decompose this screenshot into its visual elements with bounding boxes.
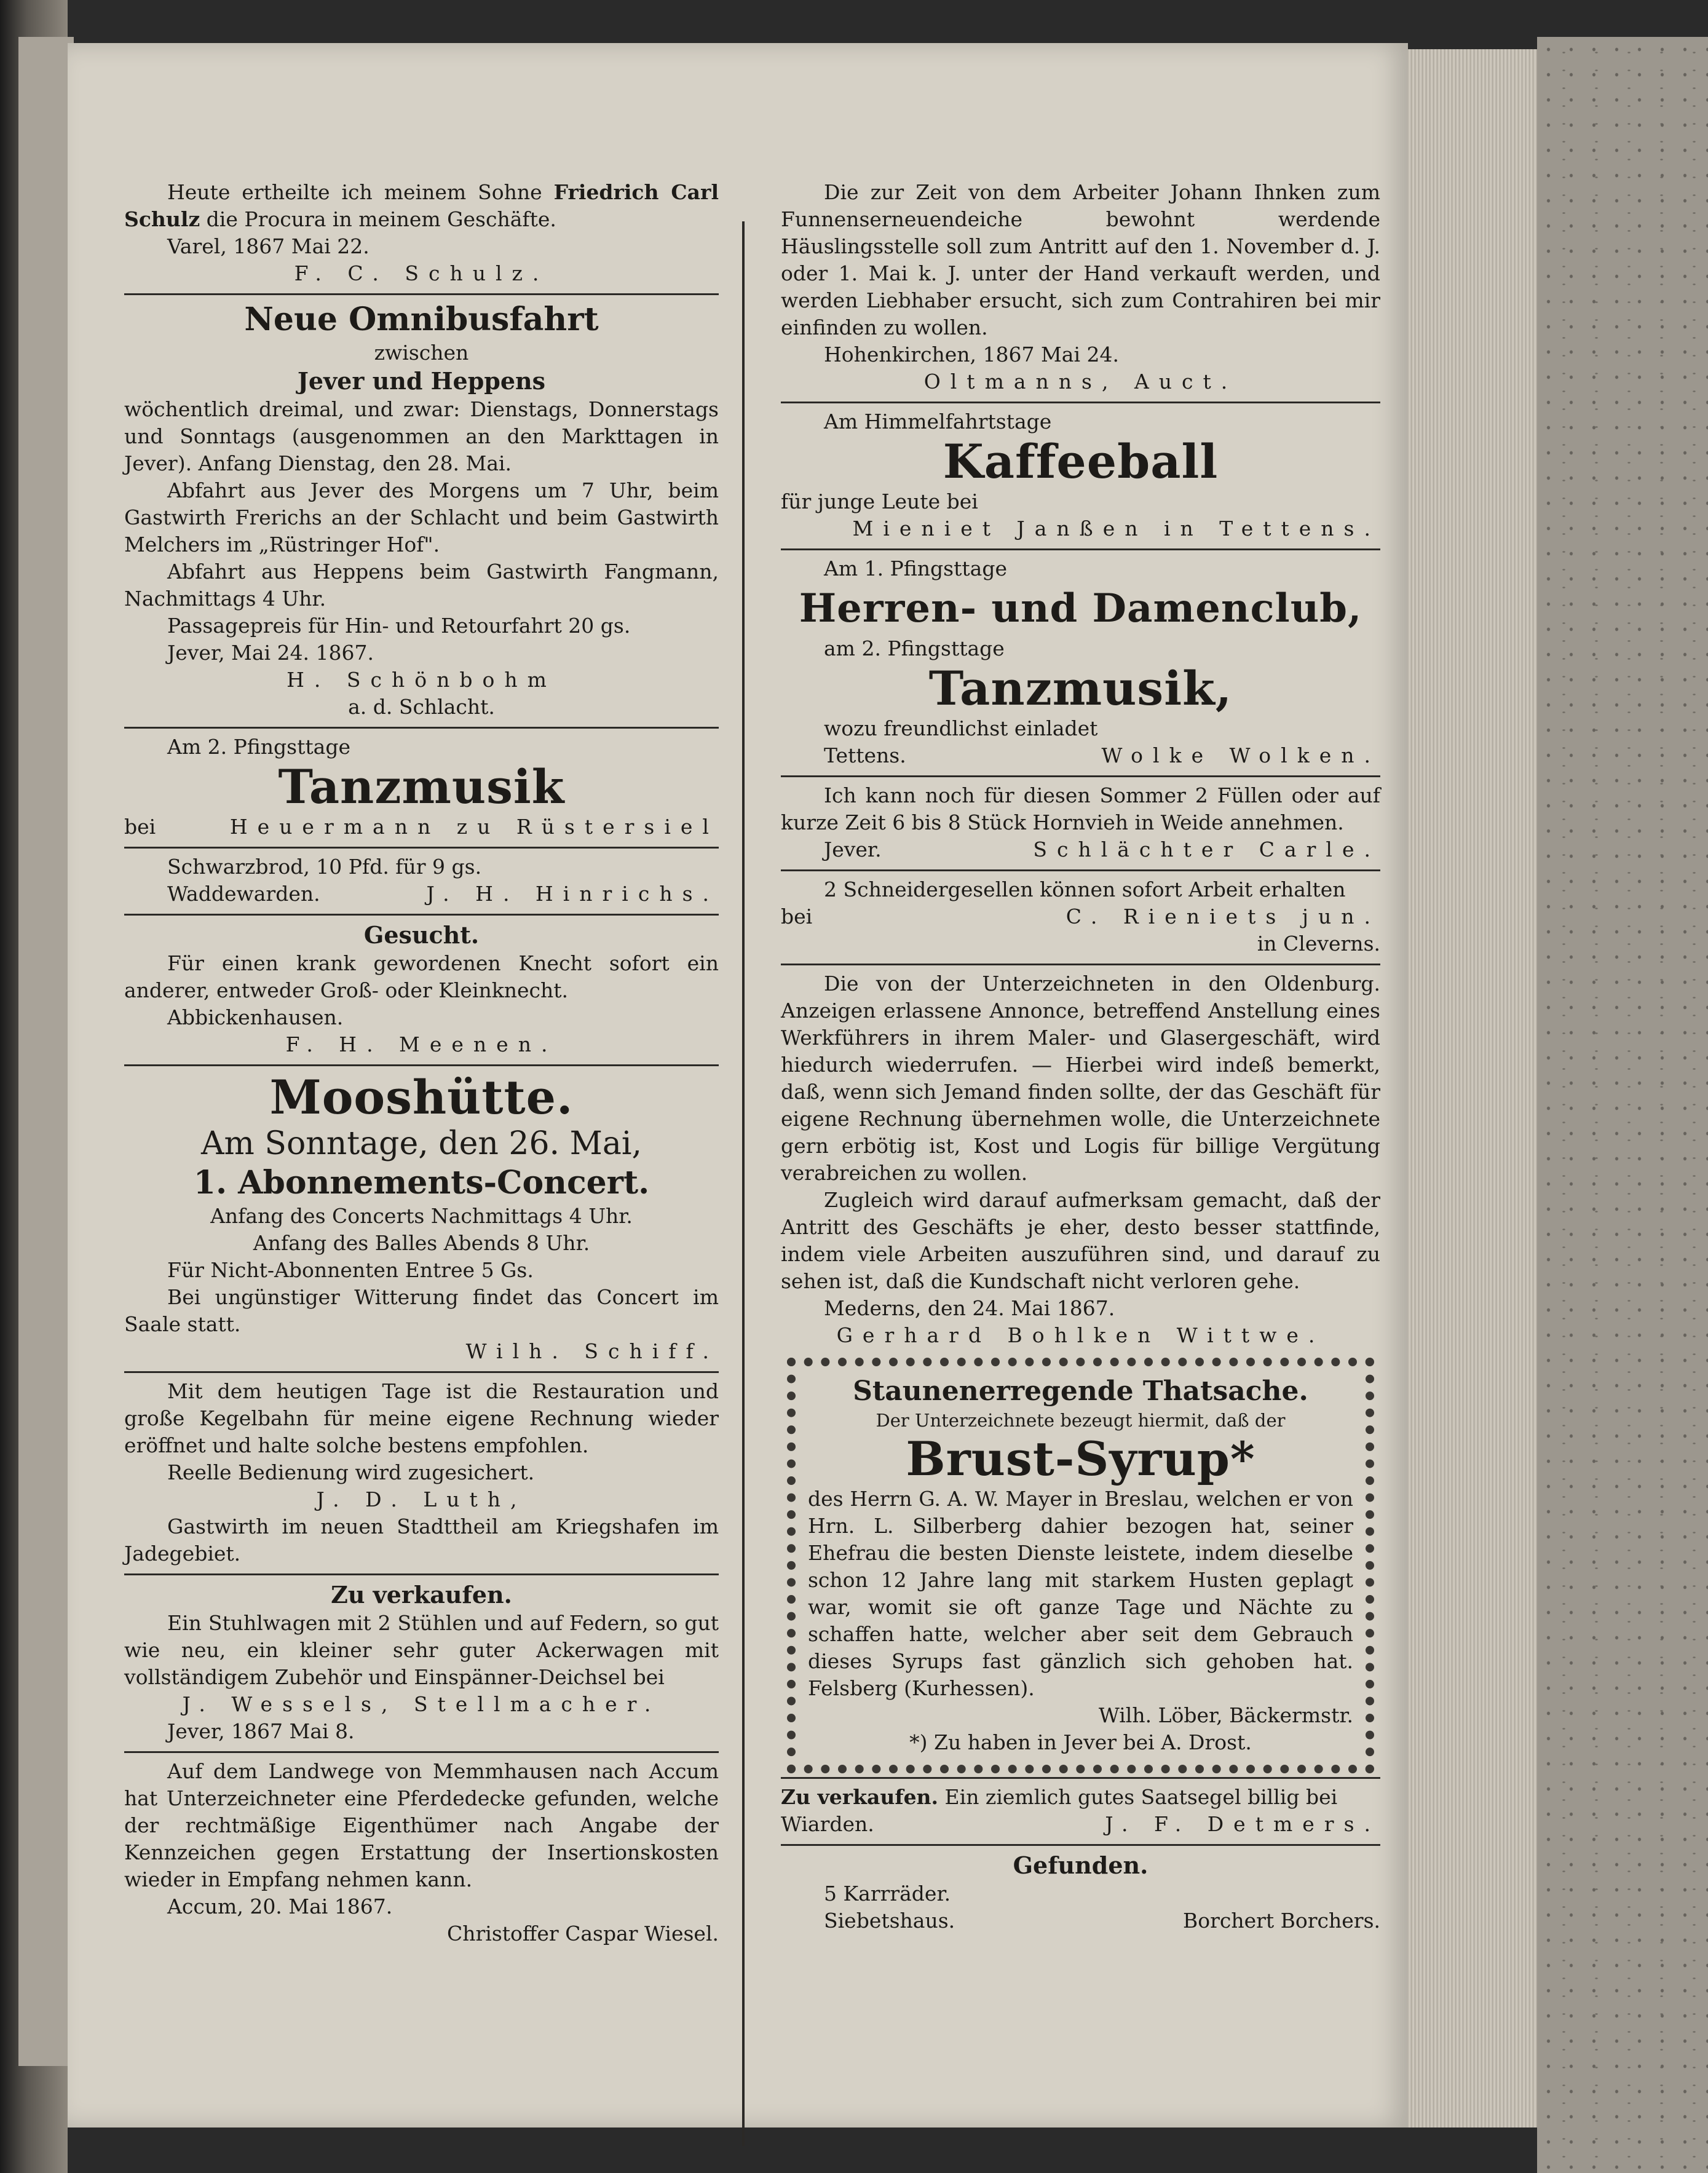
tanz1-title: Tanzmusik (278, 759, 565, 814)
saatsegel-place: Wiarden. (781, 1812, 874, 1836)
werkfuehrer-signature: Gerhard Bohlken Wittwe. (836, 1323, 1325, 1347)
restauration-signature: J. D. Luth, (316, 1487, 527, 1511)
gesucht-text: Für einen krank gewordenen Knecht sofort ein anderer, entweder Groß- oder Kleinknecht. (124, 951, 719, 1002)
ad-kaffeeball (781, 405, 1380, 547)
ad-gesucht (124, 917, 719, 1063)
pferdedecke-text: Auf dem Landwege von Memmhausen nach Accum hat Unterzeichneter eine Pferdedecke gefunden, welche der rechtmäßige Eigenthümer nach Angabe der Kennzeichen gegen Erstattung der Insertionskosten wieder in Empfang nehmen kann. (124, 1759, 719, 1891)
ad-verkaufen-wagen (124, 1577, 719, 1750)
omnibus-place-date: Jever, Mai 24. 1867. (167, 641, 374, 665)
restauration-signature-2: Gastwirth im neuen Stadttheil am Kriegshafen im Jadegebiet. (124, 1514, 719, 1565)
divider (781, 775, 1380, 777)
ad-fuellen (781, 778, 1380, 868)
syrup-footnote: *) Zu haben in Jever bei A. Drost. (909, 1730, 1252, 1754)
kaffeeball-line1: Am Himmelfahrtstage (824, 410, 1052, 433)
haus-place-date: Hohenkirchen, 1867 Mai 24. (824, 342, 1119, 366)
omnibus-body-3: Abfahrt aus Heppens beim Gastwirth Fangmann, Nachmittags 4 Uhr. (124, 560, 719, 611)
procura-text: Heute ertheilte ich meinem Sohne Friedrich Carl Schulz die Procura in meinem Geschäfte. (124, 180, 719, 231)
saatsegel-title: Zu verkaufen. (781, 1785, 939, 1809)
divider (781, 402, 1380, 403)
kaffeeball-line2: für junge Leute bei (781, 489, 978, 513)
omnibus-signature: H. Schönbohm (287, 668, 556, 692)
divider (124, 293, 719, 295)
omnibus-body-1: wöchentlich dreimal, und zwar: Dienstags, Donnerstags und Sonntags (ausgenommen an den Markttagen in Jever). Anfang Dienstag, den 28. Mai. (124, 397, 719, 475)
divider (781, 1844, 1380, 1846)
facing-page-edge (18, 37, 74, 2066)
concert-venue: Mooshütte. (269, 1070, 574, 1125)
club-line2: am 2. Pfingsttage (824, 636, 1005, 660)
divider (124, 1573, 719, 1575)
verkaufen-signature: J. Wessels, Stellmacher. (182, 1692, 661, 1716)
brod-signature: J. H. Hinrichs. (426, 882, 719, 906)
concert-signature: Wilh. Schiff. (465, 1339, 719, 1363)
fuellen-place: Jever. (824, 837, 882, 861)
verkaufen-text: Ein Stuhlwagen mit 2 Stühlen und auf Federn, so gut wie neu, ein kleiner sehr guter Ackerwagen mit vollständigem Zubehör und Einspänner-Deichsel bei (124, 1611, 719, 1689)
club-title: Herren- und Damenclub, (799, 585, 1362, 631)
procura-place-date: Varel, 1867 Mai 22. (167, 234, 370, 258)
divider (781, 964, 1380, 965)
club-place: Tettens. (824, 743, 906, 767)
tanz1-host-row (124, 813, 719, 841)
omnibus-between: zwischen (374, 341, 469, 365)
kaffeeball-host: Mieniet Janßen in Tettens. (852, 517, 1380, 540)
haus-text: Die zur Zeit von dem Arbeiter Johann Ihnken zum Funnenserneuendeiche bewohnt werdende Häuslingsstelle soll zum Antritt auf den 1. November d. J. oder 1. Mai k. J. unter der Hand verkauft werden, und werden Liebhaber ersucht, sich zum Contrahiren bei mir einfinden zu wollen. (781, 180, 1380, 339)
ad-tanzmusik-1 (124, 730, 719, 845)
divider (124, 1751, 719, 1753)
syrup-signature: Wilh. Löber, Bäckermstr. (1098, 1703, 1353, 1727)
tanz1-bei: bei (124, 815, 156, 839)
divider (781, 1777, 1380, 1779)
saatsegel-signature: J. F. Detmers. (1105, 1812, 1380, 1836)
ad-pferdedecke (124, 1754, 719, 1952)
omnibus-signature-2: a. d. Schlacht. (348, 695, 495, 719)
syrup-product: Brust-Syrup* (906, 1431, 1255, 1486)
werkfuehrer-text-2: Zugleich wird darauf aufmerksam gemacht, daß der Antritt des Geschäfts je eher, desto besser stattfinde, indem viele Arbeiten auszuführen sind, und darauf zu sehen ist, daß die Kundschaft nicht verloren gehe. (781, 1188, 1380, 1293)
tanz1-line1: Am 2. Pfingsttage (167, 735, 350, 759)
omnibus-title: Neue Omnibusfahrt (244, 301, 599, 338)
fuellen-text: Ich kann noch für diesen Sommer 2 Füllen oder auf kurze Zeit 6 bis 8 Stück Hornvieh in Weide annehmen. (781, 783, 1380, 834)
fuellen-sign-row (781, 836, 1380, 863)
werkfuehrer-place-date: Mederns, den 24. Mai 1867. (824, 1296, 1115, 1320)
haus-signature: Oltmanns, Auct. (923, 370, 1238, 394)
concert-line-1: Anfang des Concerts Nachmittags 4 Uhr. (210, 1204, 633, 1228)
page-stack-edge (1408, 49, 1537, 2127)
left-column (124, 175, 719, 1952)
brod-text: Schwarzbrod, 10 Pfd. für 9 gs. (167, 855, 482, 879)
brod-sign-row (124, 881, 719, 908)
club-line3: wozu freundlichst einladet (824, 716, 1098, 740)
ad-schwarzbrod (124, 850, 719, 912)
ad-saatsegel (781, 1780, 1380, 1843)
syrup-text: des Herrn G. A. W. Mayer in Breslau, welchen er von Hrn. L. Silberberg dahier bezogen hat, seiner Ehefrau die besten Dienste leistete, indem dieselbe schon 12 Jahre lang mit starkem Husten geplagt war, womit sie oft ganze Tage und Nächte zu schaffen hatte, welcher aber seit dem Gebrauch dieses Syrups fast gänzlich sich gehoben hat. Felsberg (Kurhessen). (808, 1487, 1353, 1700)
ad-schneider (781, 873, 1380, 962)
fuellen-signature: Schlächter Carle. (1033, 837, 1380, 861)
schneider-sign-row (781, 903, 1380, 930)
ad-restauration (124, 1374, 719, 1572)
gefunden-place: Siebetshaus. (824, 1909, 955, 1933)
concert-line-4: Bei ungünstiger Witterung findet das Concert im Saale statt. (124, 1285, 719, 1336)
tanz1-host: Heuermann zu Rüstersiel (229, 815, 719, 839)
divider (781, 869, 1380, 871)
club-sign-row (781, 742, 1380, 769)
ad-club (781, 552, 1380, 774)
newspaper-page (68, 43, 1408, 2127)
divider (124, 727, 719, 729)
schneider-signature: C. Rieniets jun. (1066, 904, 1380, 928)
restauration-text: Mit dem heutigen Tage ist die Restauration und große Kegelbahn für meine eigene Rechnung wieder eröffnet und halte solche bestens empfohlen. (124, 1379, 719, 1457)
gefunden-sign-row (781, 1907, 1380, 1934)
gefunden-signature: Borchert Borchers. (1182, 1909, 1380, 1933)
gesucht-signature: F. H. Meenen. (285, 1032, 558, 1056)
club-title-2: Tanzmusik, (928, 661, 1233, 716)
saatsegel-text: Ein ziemlich gutes Saatsegel billig bei (944, 1785, 1338, 1809)
ad-omnibus (124, 296, 719, 726)
gesucht-place: Abbickenhausen. (167, 1005, 344, 1029)
divider (124, 847, 719, 849)
omnibus-route: Jever und Heppens (297, 367, 546, 395)
gefunden-line1: 5 Karrräder. (824, 1882, 951, 1906)
syrup-title: Staunenerregende Thatsache. (853, 1375, 1308, 1407)
divider (124, 1371, 719, 1373)
concert-line-3: Für Nicht-Abonnenten Entree 5 Gs. (167, 1258, 534, 1282)
club-line1: Am 1. Pfingsttage (824, 556, 1007, 580)
schneider-place: in Cleverns. (1257, 932, 1380, 956)
restauration-line2: Reelle Bedienung wird zugesichert. (167, 1460, 535, 1484)
club-signature: Wolke Wolken. (1101, 743, 1380, 767)
column-divider (742, 221, 745, 2146)
pferdedecke-signature: Christoffer Caspar Wiesel. (447, 1922, 719, 1945)
ad-gefunden (781, 1847, 1380, 1939)
divider (781, 548, 1380, 550)
werkfuehrer-text-1: Die von der Unterzeichneten in den Oldenburg. Anzeigen erlassene Annonce, betreffend Anstellung eines Werkführers in ihrem Maler- und Glasergeschäft, wird hiedurch wiederrufen. — Hierbei wird indeß bemerkt, daß, wenn sich Jemand finden sollte, der das Geschäft für eigene Rechnung übernehmen wolle, die Unterzeichnete gern erbötig ist, Kost und Logis für billige Vergütung verabreichen zu wollen. (781, 972, 1380, 1185)
ad-concert (124, 1067, 719, 1370)
pferdedecke-place-date: Accum, 20. Mai 1867. (167, 1894, 393, 1918)
verkaufen-place-date: Jever, 1867 Mai 8. (167, 1719, 355, 1743)
right-column (781, 175, 1380, 1939)
ad-werkfuehrer (781, 967, 1380, 1354)
schneider-bei: bei (781, 904, 813, 928)
gesucht-title: Gesucht. (363, 921, 480, 949)
ad-haus (781, 175, 1380, 400)
cover-speckle-pattern (1537, 37, 1708, 2173)
procura-signature: F. C. Schulz. (294, 261, 549, 285)
schneider-text: 2 Schneidergesellen können sofort Arbeit erhalten (824, 877, 1346, 901)
concert-date: Am Sonntage, den 26. Mai, (200, 1125, 642, 1162)
verkaufen-title: Zu verkaufen. (331, 1581, 512, 1609)
divider (124, 914, 719, 916)
omnibus-body-4: Passagepreis für Hin- und Retourfahrt 20 gs. (167, 614, 631, 638)
ad-brust-syrup (787, 1358, 1374, 1773)
brod-place: Waddewarden. (167, 882, 320, 906)
syrup-intro: Der Unterzeichnete bezeugt hiermit, daß der (876, 1410, 1286, 1431)
book-spine (0, 0, 68, 2173)
divider (124, 1064, 719, 1066)
gefunden-title: Gefunden. (1013, 1851, 1149, 1879)
omnibus-body-2: Abfahrt aus Jever des Morgens um 7 Uhr, beim Gastwirth Frerichs an der Schlacht und beim Gastwirth Melchers im „Rüstringer Hof". (124, 478, 719, 556)
book-cover (1537, 37, 1708, 2173)
kaffeeball-title: Kaffeeball (943, 434, 1219, 489)
saatsegel-sign-row (781, 1811, 1380, 1838)
ad-procura (124, 175, 719, 292)
concert-title: 1. Abonnements-Concert. (193, 1164, 650, 1201)
concert-line-2: Anfang des Balles Abends 8 Uhr. (253, 1231, 590, 1255)
